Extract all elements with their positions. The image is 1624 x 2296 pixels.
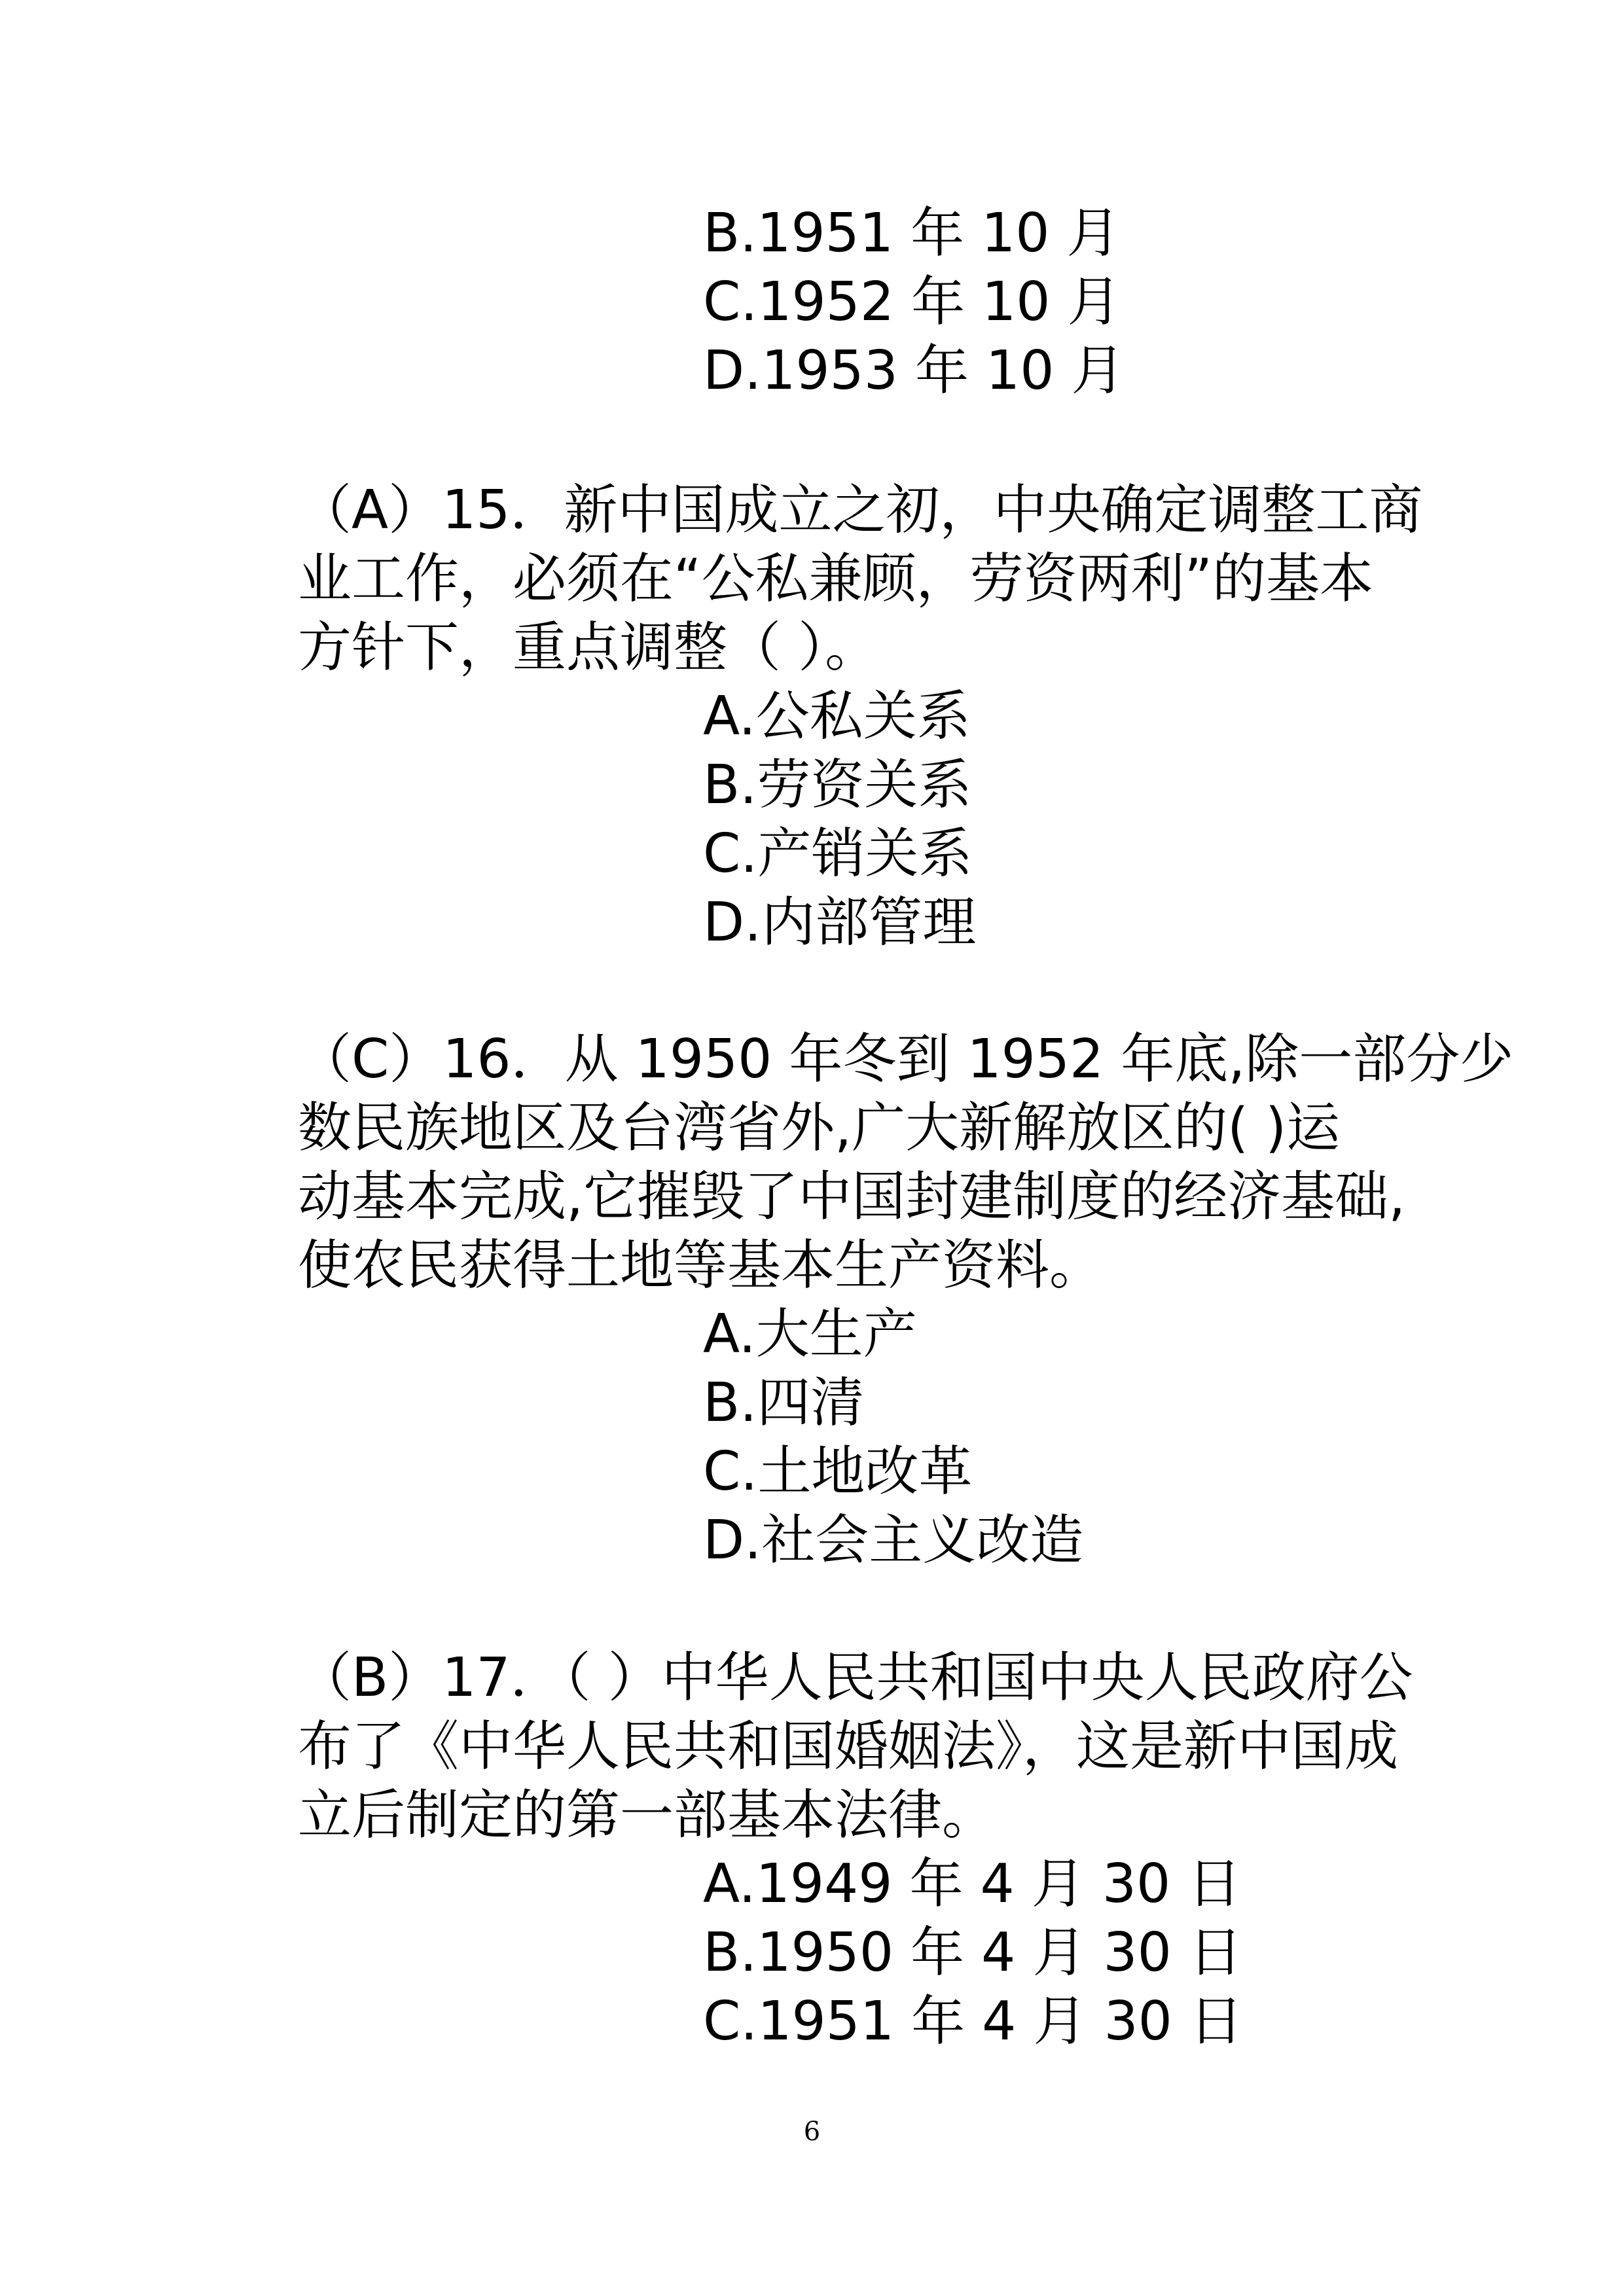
question-stem-line: 方针下，重点调整（ ）。 bbox=[298, 617, 879, 679]
option-line: C.产销关系 bbox=[703, 823, 973, 885]
option-line: D.社会主义改造 bbox=[703, 1509, 1084, 1571]
question-stem-line: 动基本完成,它摧毁了中国封建制度的经济基础, bbox=[298, 1166, 1406, 1228]
option-line: B.1950 年 4 月 30 日 bbox=[703, 1922, 1242, 1984]
question-stem-line: 数民族地区及台湾省外,广大新解放区的( )运 bbox=[298, 1097, 1341, 1159]
question-stem-line: 业工作，必须在“公私兼顾，劳资两利”的基本 bbox=[298, 548, 1373, 610]
option-line: B.劳资关系 bbox=[703, 754, 972, 816]
option-line: B.四清 bbox=[703, 1372, 865, 1434]
option-line: C.1952 年 10 月 bbox=[703, 271, 1121, 333]
option-line: B.1951 年 10 月 bbox=[703, 202, 1121, 264]
question-stem-line: 立后制定的第一部基本法律。 bbox=[298, 1784, 996, 1846]
question-stem-line: 布了《中华人民共和国婚姻法》，这是新中国成 bbox=[298, 1715, 1399, 1778]
page-number: 6 bbox=[803, 2117, 821, 2147]
question-stem-line: 使农民获得土地等基本生产资料。 bbox=[298, 1234, 1104, 1297]
option-line: D.1953 年 10 月 bbox=[703, 340, 1125, 402]
option-line: C.土地改革 bbox=[703, 1441, 973, 1503]
question-stem-line: （A）15．新中国成立之初，中央确定调整工商 bbox=[298, 479, 1423, 541]
question-stem-line: （B）17．（ ）中华人民共和国中央人民政府公 bbox=[298, 1647, 1413, 1709]
option-line: A.公私关系 bbox=[703, 685, 971, 747]
question-stem-line: （C）16．从 1950 年冬到 1952 年底,除一部分少 bbox=[298, 1028, 1514, 1090]
option-line: A.大生产 bbox=[703, 1303, 917, 1365]
option-line: A.1949 年 4 月 30 日 bbox=[703, 1853, 1242, 1915]
option-line: D.内部管理 bbox=[703, 891, 977, 954]
option-line: C.1951 年 4 月 30 日 bbox=[703, 1990, 1243, 2053]
